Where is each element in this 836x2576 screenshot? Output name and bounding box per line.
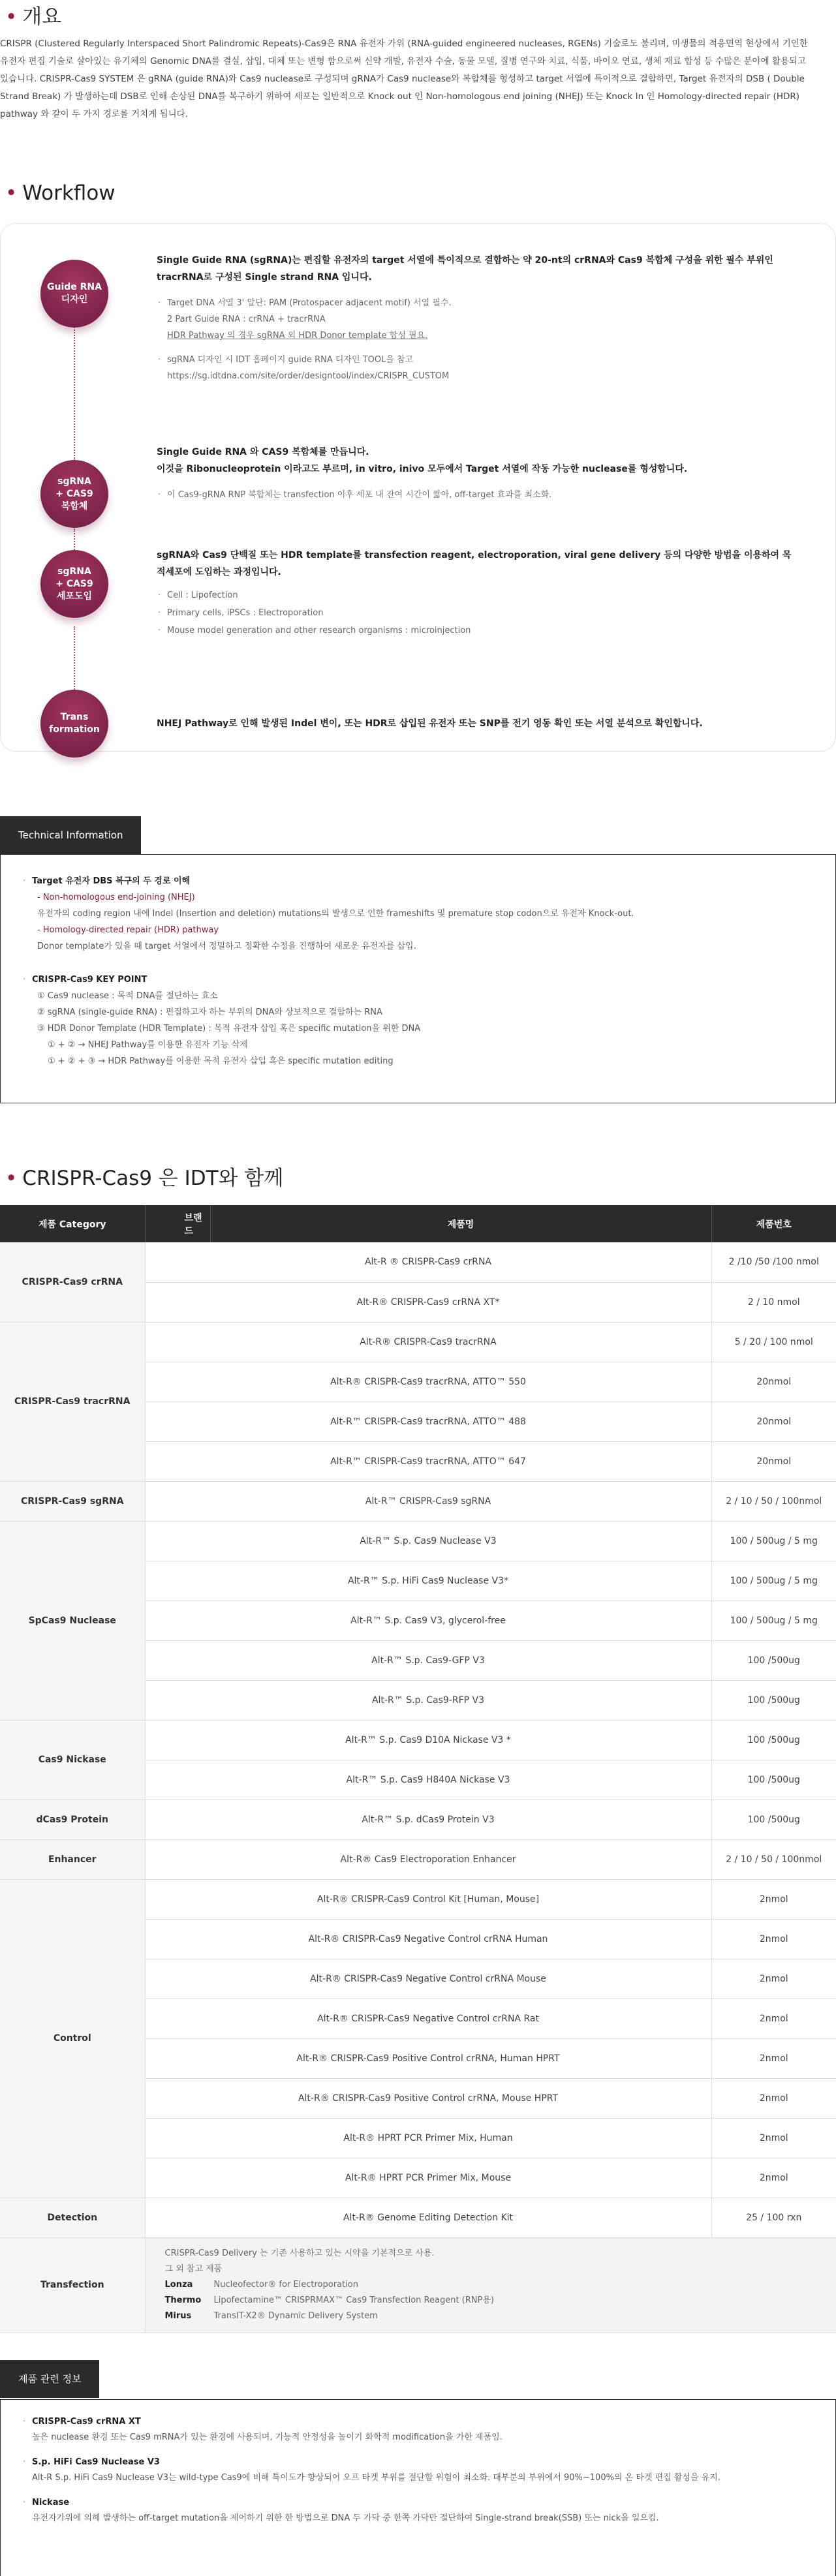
product-catalog-number: 2 /10 /50 /100 nmol bbox=[711, 1242, 836, 1282]
product-category: CRISPR-Cas9 crRNA bbox=[0, 1242, 145, 1322]
product-catalog-number: 100 /500ug bbox=[711, 1680, 836, 1720]
related-item bbox=[22, 2455, 814, 2486]
product-catalog-number: 100 / 500ug / 5 mg bbox=[711, 1561, 836, 1601]
workflow-step-4-circle bbox=[40, 690, 108, 758]
product-category: Transfection bbox=[0, 2237, 145, 2333]
related-item bbox=[22, 2495, 814, 2526]
table-row bbox=[0, 1242, 836, 1282]
transfection-ref bbox=[165, 2308, 817, 2324]
step-bullet bbox=[157, 605, 796, 621]
product-category: CRISPR-Cas9 tracrRNA bbox=[0, 1322, 145, 1481]
product-name: Alt-R™ S.p. Cas9-GFP V3 bbox=[145, 1640, 711, 1680]
product-category: Detection bbox=[0, 2198, 145, 2237]
step-bullet bbox=[157, 295, 796, 344]
tech-item bbox=[22, 972, 814, 1069]
product-category: SpCas9 Nuclease bbox=[0, 1521, 145, 1720]
workflow-step-2 bbox=[157, 444, 796, 511]
product-name: Alt-R™ S.p. Cas9 H840A Nickase V3 bbox=[145, 1760, 711, 1800]
product-catalog-number: 100 / 500ug / 5 mg bbox=[711, 1601, 836, 1640]
transfection-line: CRISPR-Cas9 Delivery 는 기존 사용하고 있는 시약을 기본적으로 사용. bbox=[164, 2248, 435, 2258]
product-name: Alt-R® CRISPR-Cas9 tracrRNA, ATTO™ 550 bbox=[145, 1362, 711, 1402]
table-row bbox=[0, 2198, 836, 2237]
tech-item-line: - Non-homologous end-joining (NHEJ) bbox=[37, 893, 195, 902]
product-name: Alt-R™ CRISPR-Cas9 tracrRNA, ATTO™ 488 bbox=[145, 1402, 711, 1441]
product-name: Alt-R® CRISPR-Cas9 Negative Control crRNA Human bbox=[145, 1919, 711, 1959]
product-name: Alt-R™ S.p. Cas9 V3, glycerol-free bbox=[145, 1601, 711, 1640]
product-catalog-number: 100 /500ug bbox=[711, 1640, 836, 1680]
product-name: Alt-R™ S.p. Cas9 D10A Nickase V3 * bbox=[145, 1720, 711, 1760]
workflow-step-4 bbox=[157, 715, 796, 732]
step-title: Single Guide RNA 와 CAS9 복합체를 만듭니다. 이것을 Ribonucleoprotein 이라고도 부르며, in vitro, inivo 모두에서 Target 서열에 작동 가능한 nuclease를 형성합니다. bbox=[157, 447, 688, 474]
ref-brand: Lonza bbox=[164, 2280, 193, 2290]
tech-item-line: ③ HDR Donor Template (HDR Template) : 목적 유전자 삽입 혹은 specific mutation을 위한 DNA bbox=[37, 1024, 421, 1034]
table-row bbox=[0, 1720, 836, 1760]
ref-product: TransIT-X2® Dynamic Delivery System bbox=[213, 2311, 378, 2321]
step-bullets bbox=[157, 487, 796, 503]
related-item bbox=[22, 2414, 814, 2446]
step-bullet-line: · Primary cells, iPSCs : Electroporation bbox=[167, 608, 324, 618]
related-info-tab: 제품 관련 정보 bbox=[0, 2360, 99, 2398]
tech-info-tab: Technical Information bbox=[0, 816, 141, 854]
tech-item-head: CRISPR-Cas9 KEY POINT bbox=[32, 975, 147, 985]
step-circle-label: sgRNA + CAS9 세포도입 bbox=[55, 566, 93, 602]
product-catalog-number: 2 / 10 nmol bbox=[711, 1282, 836, 1322]
ref-product: Nucleofector® for Electroporation bbox=[213, 2280, 358, 2290]
tech-item-line: ① + ② → NHEJ Pathway를 이용한 유전자 기능 삭제 bbox=[48, 1040, 248, 1050]
step-bullet bbox=[157, 587, 796, 604]
step-title: sgRNA와 Cas9 단백질 또는 HDR template를 transfection reagent, electroporation, viral gene delivery 등의 다양한 방법을 이용하여 목적세포에 도입하는 과정입니다. bbox=[157, 550, 792, 577]
ref-brand: Thermo bbox=[164, 2295, 202, 2305]
product-catalog-number: 20nmol bbox=[711, 1362, 836, 1402]
tech-item bbox=[22, 873, 814, 955]
products-title: • CRISPR-Cas9 은 IDT와 함께 bbox=[5, 1167, 284, 1190]
ref-brand: Mirus bbox=[164, 2311, 192, 2321]
product-catalog-number: 25 / 100 rxn bbox=[711, 2198, 836, 2237]
step-circle-label: Trans formation bbox=[49, 712, 100, 735]
product-catalog-number: 2 / 10 / 50 / 100nmol bbox=[711, 1839, 836, 1879]
product-category: Cas9 Nickase bbox=[0, 1720, 145, 1800]
col-header-brand: 브랜드 bbox=[145, 1205, 210, 1242]
related-item-text: 높은 nuclease 환경 또는 Cas9 mRNA가 있는 환경에 사용되며, 기능적 안정성을 높이기 화학적 modification을 가한 제품임. bbox=[32, 2432, 503, 2442]
related-item-text: Alt-R S.p. HiFi Cas9 Nuclease V3는 wild-type Cas9에 비해 특이도가 향상되어 오프 타겟 부위를 절단할 위험이 최소화. 대부분의 부위에서 90%~100%의 온 타겟 편집 활성을 유지. bbox=[32, 2473, 720, 2483]
product-name: Alt-R™ S.p. dCas9 Protein V3 bbox=[145, 1800, 711, 1839]
product-name: Alt-R® CRISPR-Cas9 Positive Control crRNA, Human HPRT bbox=[145, 2038, 711, 2078]
product-catalog-number: 100 /500ug bbox=[711, 1720, 836, 1760]
step-bullets bbox=[157, 295, 796, 384]
workflow-step-3-circle bbox=[40, 550, 108, 618]
product-name: Alt-R™ S.p. Cas9-RFP V3 bbox=[145, 1680, 711, 1720]
step-bullet-line: · Target DNA 서열 3' 말단: PAM (Protospacer adjacent motif) 서열 필수. bbox=[167, 298, 452, 308]
product-name: Alt-R™ CRISPR-Cas9 tracrRNA, ATTO™ 647 bbox=[145, 1441, 711, 1481]
product-name: Alt-R® HPRT PCR Primer Mix, Mouse bbox=[145, 2158, 711, 2198]
product-category: Enhancer bbox=[0, 1839, 145, 1879]
table-row bbox=[0, 2237, 836, 2333]
product-name: Alt-R® CRISPR-Cas9 Negative Control crRNA Mouse bbox=[145, 1959, 711, 1999]
related-item-text: 유전자가위에 의해 발생하는 off-target mutation을 제어하기 위한 한 방법으로 DNA 두 가닥 중 한쪽 가닥만 절단하여 Single-strand break(SSB) 또는 nick을 일으킴. bbox=[32, 2513, 659, 2523]
product-catalog-number: 5 / 20 / 100 nmol bbox=[711, 1322, 836, 1362]
product-catalog-number: 2nmol bbox=[711, 1959, 836, 1999]
step-bullet bbox=[157, 622, 796, 639]
workflow-title: • Workflow bbox=[5, 181, 116, 205]
product-catalog-number: 2nmol bbox=[711, 1999, 836, 2038]
step-bullet-line: https://sg.idtdna.com/site/order/designtool/index/CRISPR_CUSTOM bbox=[167, 371, 450, 381]
related-item-head: · S.p. HiFi Cas9 Nuclease V3 bbox=[32, 2457, 160, 2467]
product-name: Alt-R® HPRT PCR Primer Mix, Human bbox=[145, 2118, 711, 2158]
product-catalog-number: 2nmol bbox=[711, 1879, 836, 1919]
workflow-step-1-circle bbox=[40, 260, 108, 328]
product-name: Alt-R® CRISPR-Cas9 tracrRNA bbox=[145, 1322, 711, 1362]
table-row bbox=[0, 1800, 836, 1839]
table-row bbox=[0, 1879, 836, 1919]
product-name: Alt-R® CRISPR-Cas9 Control Kit [Human, Mouse] bbox=[145, 1879, 711, 1919]
product-category: CRISPR-Cas9 sgRNA bbox=[0, 1481, 145, 1521]
product-name: Alt-R® Genome Editing Detection Kit bbox=[145, 2198, 711, 2237]
product-catalog-number: 100 /500ug bbox=[711, 1760, 836, 1800]
product-category: Control bbox=[0, 1879, 145, 2198]
step-bullet-line: · sgRNA 디자인 시 IDT 홈페이지 guide RNA 디자인 TOOL을 참고 bbox=[167, 355, 414, 365]
related-item-head: · Nickase bbox=[32, 2498, 70, 2507]
product-name: Alt-R™ S.p. Cas9 Nuclease V3 bbox=[145, 1521, 711, 1561]
ref-product: Lipofectamine™ CRISPRMAX™ Cas9 Transfection Reagent (RNP용) bbox=[213, 2295, 494, 2305]
table-row bbox=[0, 1322, 836, 1362]
overview-text: CRISPR (Clustered Regularly Interspaced Short Palindromic Repeats)-Cas9은 RNA 유전자 가위 (RNA-guided engineered nucleases, RGENs) 기술로도 불리며, 미생물의 적응면역 현상에서 기인한 유전자 편집 기술로 살아있는 유기체의 Genomic DNA를 결실, 삽입, 대체 또는 변형 함으로써 신약 개발, 유전자 수술, 동물 모델, 질병 연구와 치료, 식품, 바이오 연료, 생체 재료 합성 등 수많은 분야에 활용되고 있습니다. CRISPR-Cas9 SYSTEM 은 gRNA (guide RNA)와 Cas9 nuclease로 구성되며 gRNA가 Cas9 nuclease와 복합체를 형성하고 target 서열에 특이적으로 결합하면, Target 유전자의 DSB ( Double Strand Break) 가 발생하는데 DSB로 인해 손상된 DNA를 복구하기 위하여 세포는 일반적으로 Knock out 인 Non-homologous end joining (NHEJ) 또는 Knock In 인 Homology-directed repair (HDR) pathway 와 같이 두 가지 경로를 거치게 됩니다. bbox=[0, 38, 808, 119]
step-title: NHEJ Pathway로 인해 발생된 Indel 변이, 또는 HDR로 삽입된 유전자 또는 SNP를 전기 영동 확인 또는 서열 분석으로 확인합니다. bbox=[157, 718, 703, 729]
tech-item-line: - Homology-directed repair (HDR) pathway bbox=[37, 925, 219, 935]
product-name: Alt-R™ S.p. HiFi Cas9 Nuclease V3* bbox=[145, 1561, 711, 1601]
product-catalog-number: 20nmol bbox=[711, 1402, 836, 1441]
workflow-step-2-circle bbox=[40, 460, 108, 528]
product-name: Alt-R ® CRISPR-Cas9 crRNA bbox=[145, 1242, 711, 1282]
product-catalog-number: 2nmol bbox=[711, 1919, 836, 1959]
table-row bbox=[0, 1481, 836, 1521]
step-bullet-line: 2 Part Guide RNA : crRNA + tracrRNA bbox=[167, 314, 326, 324]
step-circle-label: Guide RNA 디자인 bbox=[47, 282, 102, 305]
step-bullets bbox=[157, 587, 796, 639]
product-catalog-number: 2 / 10 / 50 / 100nmol bbox=[711, 1481, 836, 1521]
tech-item-line: ① Cas9 nuclease : 목적 DNA를 절단하는 효소 bbox=[37, 991, 218, 1001]
workflow-connector bbox=[74, 626, 75, 692]
product-name: Alt-R® CRISPR-Cas9 Positive Control crRNA, Mouse HPRT bbox=[145, 2078, 711, 2118]
tech-item-head: Target 유전자 DBS 복구의 두 경로 이해 bbox=[32, 876, 191, 886]
product-table bbox=[0, 1205, 836, 2333]
step-bullet bbox=[157, 487, 796, 503]
related-item-head: · CRISPR-Cas9 crRNA XT bbox=[32, 2417, 141, 2427]
product-catalog-number: 20nmol bbox=[711, 1441, 836, 1481]
col-header-product: 제품명 bbox=[210, 1205, 711, 1242]
transfection-line: 그 외 참고 제품 bbox=[164, 2264, 223, 2274]
transfection-ref bbox=[165, 2277, 817, 2293]
product-catalog-number: 2nmol bbox=[711, 2038, 836, 2078]
step-circle-label: sgRNA + CAS9 복합체 bbox=[55, 476, 93, 512]
product-name: Alt-R® CRISPR-Cas9 Negative Control crRNA Rat bbox=[145, 1999, 711, 2038]
related-info-box bbox=[0, 2399, 836, 2576]
product-catalog-number: 100 /500ug bbox=[711, 1800, 836, 1839]
tech-item-line: Donor template가 있을 때 target 서열에서 정밀하고 정확한 수정을 진행하여 새로운 유전자를 삽입. bbox=[37, 942, 416, 951]
step-bullet-line: HDR Pathway 의 경우 sgRNA 외 HDR Donor template 합성 필요. bbox=[167, 331, 428, 341]
step-bullet-line: · Cell : Lipofection bbox=[167, 590, 238, 600]
tech-item-line: ② sgRNA (single-guide RNA) : 편집하고자 하는 부위의 DNA와 상보적으로 결합하는 RNA bbox=[37, 1007, 382, 1017]
product-catalog-number: 2nmol bbox=[711, 2078, 836, 2118]
product-name: Alt-R® Cas9 Electroporation Enhancer bbox=[145, 1839, 711, 1879]
tech-item-line: ① + ② + ③ → HDR Pathway를 이용한 목적 유전자 삽입 혹은 specific mutation editing bbox=[48, 1056, 394, 1066]
col-header-category: 제품 Category bbox=[0, 1205, 145, 1242]
step-bullet-line: · 이 Cas9-gRNA RNP 복합체는 transfection 이후 세포 내 잔여 시간이 짧아, off-target 효과를 최소화. bbox=[167, 490, 552, 500]
product-name: Alt-R® CRISPR-Cas9 crRNA XT* bbox=[145, 1282, 711, 1322]
col-header-catalog: 제품번호 bbox=[711, 1205, 836, 1242]
step-bullet bbox=[157, 352, 796, 384]
transfection-ref bbox=[165, 2293, 817, 2308]
tech-item-line: 유전자의 coding region 내에 Indel (Insertion and deletion) mutations의 발생으로 인한 frameshifts 및 premature stop codon으로 유전자 Knock-out. bbox=[37, 909, 634, 919]
product-catalog-number: 100 / 500ug / 5 mg bbox=[711, 1521, 836, 1561]
product-name: Alt-R™ CRISPR-Cas9 sgRNA bbox=[145, 1481, 711, 1521]
workflow-step-1 bbox=[157, 252, 796, 392]
table-row bbox=[0, 1839, 836, 1879]
transfection-info bbox=[145, 2237, 836, 2333]
workflow-connector bbox=[74, 317, 75, 461]
tech-info-box bbox=[0, 854, 836, 1103]
product-catalog-number: 2nmol bbox=[711, 2118, 836, 2158]
product-catalog-number: 2nmol bbox=[711, 2158, 836, 2198]
product-category: dCas9 Protein bbox=[0, 1800, 145, 1839]
workflow-step-3 bbox=[157, 547, 796, 640]
overview-title: • 개요 bbox=[5, 5, 62, 29]
step-bullet-line: · Mouse model generation and other research organisms : microinjection bbox=[167, 626, 471, 636]
step-title: Single Guide RNA (sgRNA)는 편집할 유전자의 target 서열에 특이적으로 결합하는 약 20-nt의 crRNA와 Cas9 복합체 구성을 위한 필수 부위인 tracrRNA로 구성된 Single strand RNA 입니다. bbox=[157, 255, 773, 283]
table-row bbox=[0, 1521, 836, 1561]
